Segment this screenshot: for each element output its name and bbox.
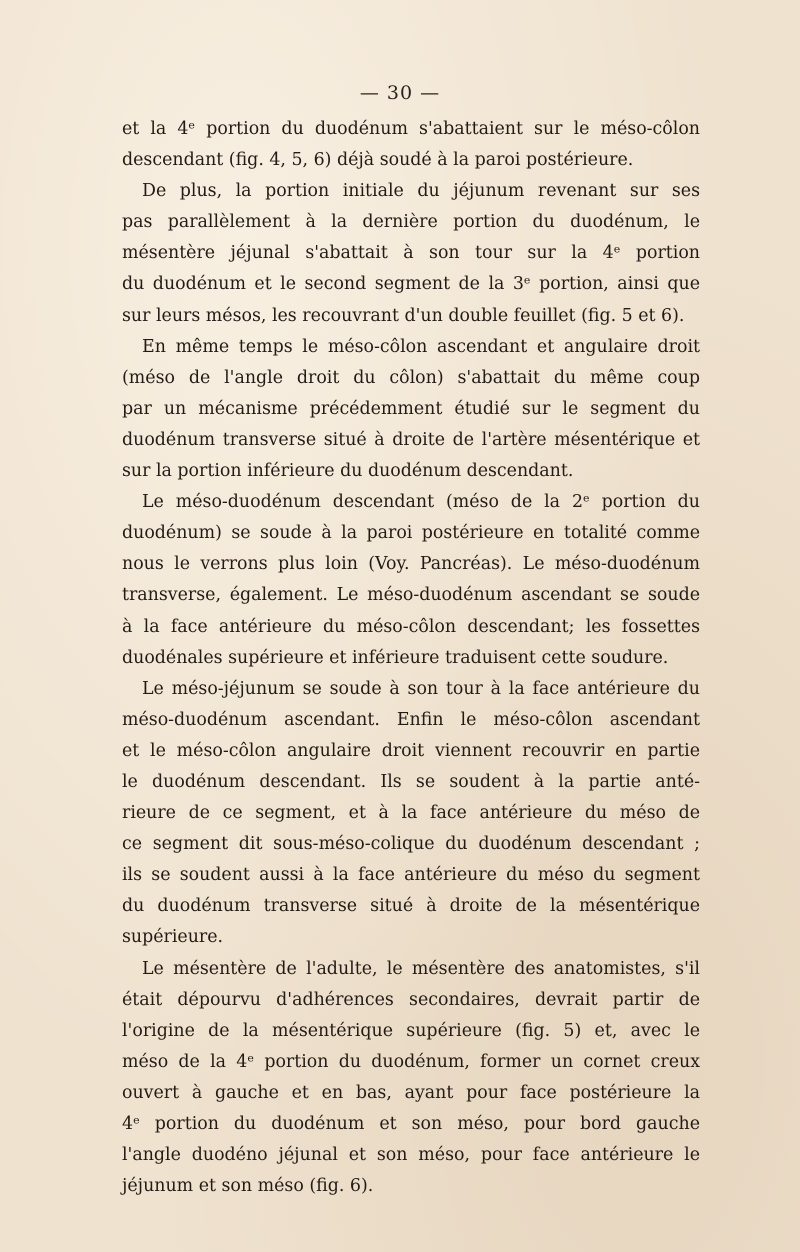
text-line: méso de la 4ᵉ portion du duodénum, former un cornet creux bbox=[122, 1051, 700, 1072]
text-line: le duodénum descendant. Ils se soudent à la partie anté- bbox=[122, 771, 700, 792]
text-line: Le mésentère de l'adulte, le mésentère des anatomistes, s'il bbox=[142, 958, 700, 979]
text-line: duodénum transverse situé à droite de l'artère mésentérique et bbox=[122, 429, 700, 450]
text-line: du duodénum transverse situé à droite de la mésentérique bbox=[122, 896, 700, 917]
text-line: ouvert à gauche et en bas, ayant pour face postérieure la bbox=[122, 1082, 700, 1103]
text-line: Le méso-duodénum descendant (méso de la 2ᵉ portion du bbox=[142, 492, 700, 513]
text-line: transverse, également. Le méso-duodénum ascendant se soude bbox=[122, 585, 700, 606]
text-line: et la 4ᵉ portion du duodénum s'abattaient sur le méso-côlon bbox=[122, 119, 700, 139]
text-line: ils se soudent aussi à la face antérieure du méso du segment bbox=[122, 865, 700, 886]
text-line: était dépourvu d'adhérences secondaires, devrait partir de bbox=[122, 989, 700, 1010]
text-line: à la face antérieure du méso-côlon descendant; les fossettes bbox=[122, 616, 700, 637]
text-line: duodénum) se soude à la paroi postérieure en totalité comme bbox=[122, 523, 700, 544]
text-line: mésentère jéjunal s'abattait à son tour sur la 4ᵉ portion bbox=[122, 243, 700, 264]
text-line: par un mécanisme précédemment étudié sur le segment du bbox=[122, 398, 700, 419]
text-line: l'angle duodéno jéjunal et son méso, pour face antérieure le bbox=[122, 1145, 700, 1166]
text-line: sur leurs mésos, les recouvrant d'un double feuillet (fig. 5 et 6). bbox=[122, 305, 685, 326]
text-line: et le méso-côlon angulaire droit viennent recouvrir en partie bbox=[122, 740, 700, 761]
page-number: — 30 — bbox=[359, 82, 441, 104]
text-line: rieure de ce segment, et à la face antérieure du méso de bbox=[122, 803, 700, 824]
text-line: l'origine de la mésentérique supérieure (fig. 5) et, avec le bbox=[122, 1020, 700, 1041]
text-line: (méso de l'angle droit du côlon) s'abattait du même coup bbox=[122, 367, 700, 388]
text-line: supérieure. bbox=[122, 927, 224, 948]
text-line: descendant (fig. 4, 5, 6) déjà soudé à la paroi postérieure. bbox=[122, 150, 634, 171]
text-line: De plus, la portion initiale du jéjunum revenant sur ses bbox=[142, 181, 700, 202]
text-line: méso-duodénum ascendant. Enfin le méso-côlon ascendant bbox=[122, 709, 700, 730]
text-line: ce segment dit sous-méso-colique du duodénum descendant ; bbox=[122, 834, 700, 855]
text-line: jéjunum et son méso (fig. 6). bbox=[122, 1176, 374, 1197]
text-line: 4ᵉ portion du duodénum et son méso, pour bord gauche bbox=[122, 1114, 700, 1134]
text-line: du duodénum et le second segment de la 3ᵉ portion, ainsi que bbox=[122, 274, 700, 295]
text-line: nous le verrons plus loin (Voy. Pancréas). Le méso-duodénum bbox=[122, 554, 700, 575]
text-line: duodénales supérieure et inférieure traduisent cette soudure. bbox=[122, 647, 669, 668]
text-line: En même temps le méso-côlon ascendant et angulaire droit bbox=[142, 336, 700, 357]
text-line: pas parallèlement à la dernière portion du duodénum, le bbox=[122, 212, 700, 233]
text-line: sur la portion inférieure du duodénum descendant. bbox=[122, 461, 574, 482]
text-line: Le méso-jéjunum se soude à son tour à la face antérieure du bbox=[142, 678, 700, 699]
body-text bbox=[122, 114, 700, 1202]
